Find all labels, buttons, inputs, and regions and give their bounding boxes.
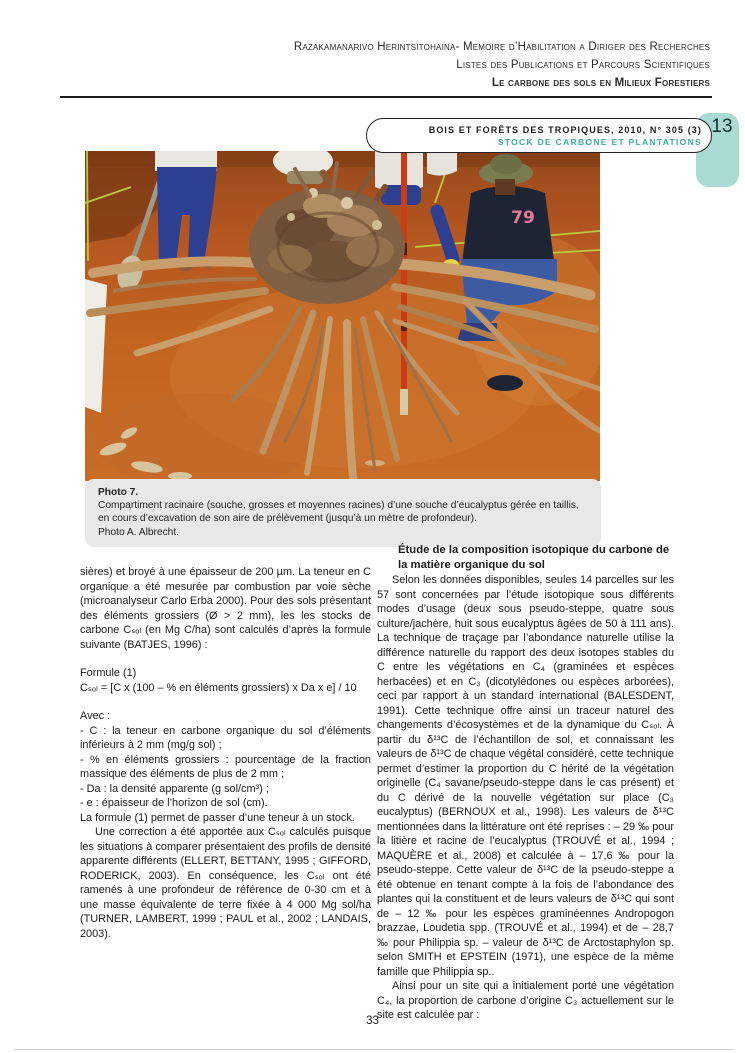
paragraph: Une correction a été apportée aux Cₛₒₗ calculés puisque les situations à comparer présentaient des profils de densité apparente différents (ELLERT, BETTANY, 1995 ; GIFFORD, RODERICK, 2003). En conséquence, les Cₛₒₗ ont été ramenés à une profondeur de référence de 0-30 cm et à une masse équivalente de terre fixée à 4 000 Mg sol/ha (TURNER, LAMBERT, 1999 ; PAUL et al., 2002 ; LANDAIS, 2003).	[80, 826, 371, 940]
header-line-3: Le carbone des sols en Milieux Forestiers	[491, 77, 710, 89]
header-line-2: Listes des Publications et Parcours Scientifiques	[456, 59, 710, 71]
paragraph: Ainsi pour un site qui a initialement porté une végétation C₄, la proportion de carbone d’origine C₃ actuellement sur le site est calculée par :	[377, 980, 674, 1021]
definition-item: - C : la teneur en carbone organique du sol d’éléments inférieurs à 2 mm (mg/g sol) ;	[80, 724, 371, 751]
formula-label: Formule (1)	[80, 667, 137, 679]
section-title: STOCK DE CARBONE ET PLANTATIONS	[497, 136, 702, 147]
journal-banner	[366, 118, 712, 153]
header-line-1: Razakamanarivo Herintsitohaina- Memoire d’Habilitation a Diriger des Recherches	[293, 41, 710, 53]
photo-caption	[85, 479, 601, 547]
journal-title: BOIS ET FORÊTS DES TROPIQUES, 2010, N° 305 (3)	[428, 124, 702, 135]
measuring-pole	[400, 151, 408, 415]
right-column	[377, 543, 674, 1023]
paragraph: sières) et broyé à une épaisseur de 200 µm. La teneur en C organique a été mesurée par combustion par voie sèche (microanalyseur Carlo Erba 2000). Pour des sols présentant des éléments grossiers (Ø > 2 mm), les les stocks de carbone Cₛₒₗ (en Mg C/ha) sont calculés d’après la formule suivante (BATJES, 1996) :	[80, 566, 371, 651]
caption-title: Photo 7.	[98, 487, 139, 498]
definition-item: - e : épaisseur de l’horizon de sol (cm).	[80, 797, 268, 809]
caption-line-1: Compartiment racinaire (souche, grosses et moyennes racines) d’une souche d’eucalyptus gérée en taillis,	[98, 500, 579, 512]
avec-label: Avec :	[80, 710, 111, 722]
paragraph: Selon les données disponibles, seules 14 parcelles sur les 57 sont concernées par l’étude isotopique sous différents modes d’usage (deux sous pseudo-steppe, quatre sous culture/jachère, huit sous eucalyptus âgées de 50 à 111 ans). La technique de traçage par l’abondance naturelle utilise la différence naturelle du rapport des deux isotopes stables du C entre les végétations en C₄ (graminées et espèces herbacées) et en C₃ (dicotylédones ou espèces arborées), ceci par rapport à un standard international (BALESDENT, 1991). Cette technique offre ainsi un traceur naturel des changements d’écosystèmes et de la dynamique du Cₛₒₗ. À partir du δ¹³C de l’échantillon de sol, et connaissant les valeurs de δ¹³C de chaque végétal considéré, cette technique permet d’estimer la proportion du C hérité de la végétation originelle (C₄ savane/pseudo-steppe dans le cas présent) et du C dérivé de la nouvelle végétation sur place (C₃ eucalyptus) (BERNOUX et al., 1998). Les valeurs de δ¹³C mentionnées dans la littérature ont été reprises : – 29 ‰ pour la litière et racine de l’eucalyptus (TROUVÉ et al., 1994 ; MAQUÈRE et al., 2008) et calculée à – 17,6 ‰ pour la pseudo-steppe. Cette valeur de δ¹³C de la pseudo-steppe a été obtenue en tenant compte à la fois de l’abondance des plantes qui la constituent et de leurs valeurs de δ¹³C qui sont de – 12 ‰ pour les espèces graminéennes Andropogon brazzae, Loudetia spp. (TROUVÉ et al., 1994) et de – 28,7 ‰ pour Philippia sp. – valeur de δ¹³C de Arctostaphylon sp. selon SMITH et EPSTEIN (1971), une espèce de la même famille que Philippia sp..	[377, 574, 674, 978]
left-column	[80, 565, 371, 941]
section-heading: Étude de la composition isotopique du carbone de la matière organique du sol	[398, 544, 670, 571]
page-header	[60, 38, 710, 92]
definition-item: - Da : la densité apparente (g sol/cm³) ;	[80, 782, 269, 795]
photo-7	[85, 151, 600, 481]
jersey-number: 79	[511, 208, 535, 228]
caption-line-2: en cours d’excavation de son aire de prélèvement (jusqu’à un mètre de profondeur).	[98, 513, 477, 525]
excavation-photo	[85, 151, 600, 481]
header-divider	[60, 96, 712, 98]
page-edge-line	[14, 1049, 734, 1050]
page-tab-number: 13	[711, 116, 733, 137]
caption-credit: Photo A. Albrecht.	[98, 526, 179, 538]
note-line: La formule (1) permet de passer d’une teneur à un stock.	[80, 811, 355, 824]
formula: Cₛₒₗ = [C x (100 – % en éléments grossiers) x Da x e] / 10	[80, 681, 357, 694]
page-number: 33	[366, 1015, 379, 1027]
definition-item: - % en éléments grossiers : pourcentage de la fraction massique des éléments de plus de 2 mm ;	[80, 753, 371, 780]
